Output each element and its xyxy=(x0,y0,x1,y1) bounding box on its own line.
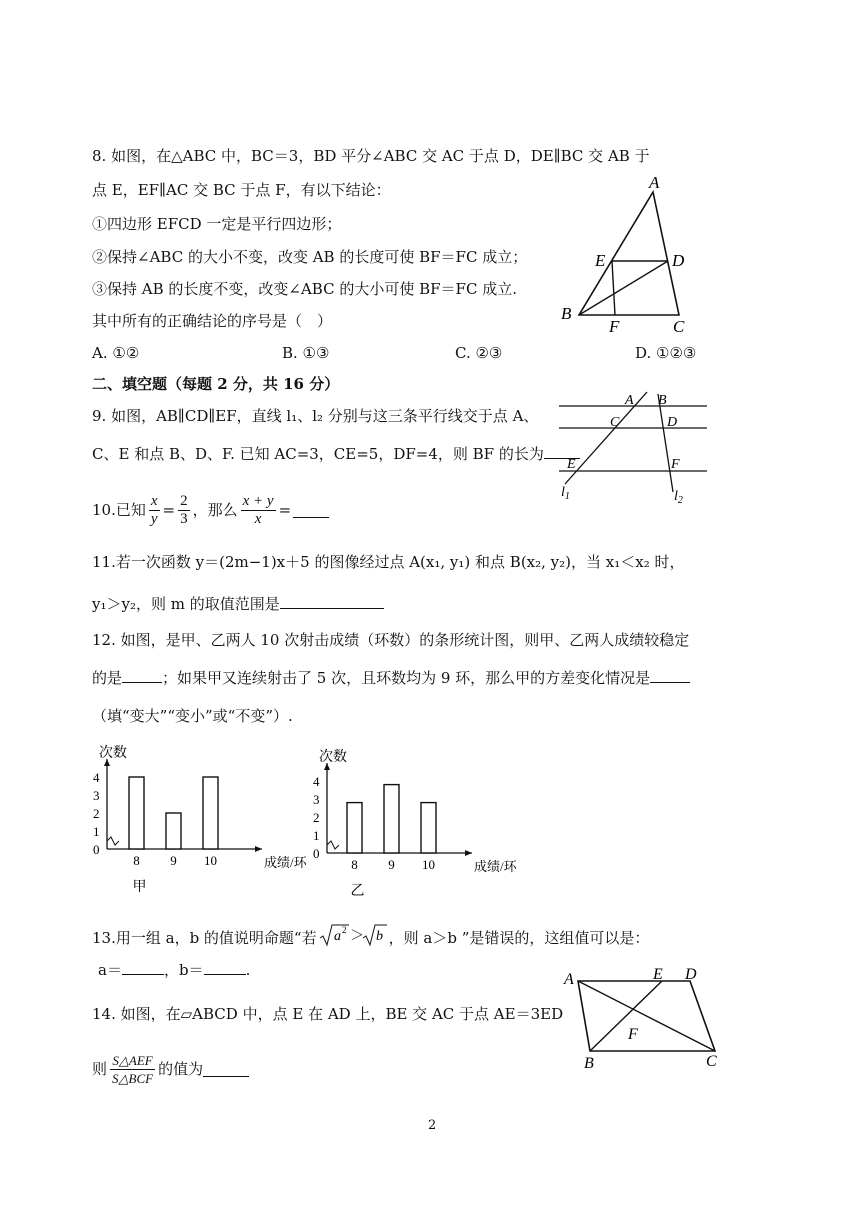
chart-0-y-tick-4: 4 xyxy=(93,770,100,785)
chart-1-x-tick-8: 8 xyxy=(351,857,358,872)
chart-1-x-tick-10: 10 xyxy=(422,857,435,872)
chart-1-y-tick-3: 3 xyxy=(313,792,320,807)
chart-0-y-tick-3: 3 xyxy=(93,788,100,803)
chart-yi xyxy=(300,742,530,902)
chart-1-x-arrow xyxy=(465,850,472,856)
chart-0-y-tick-0: 0 xyxy=(93,842,100,857)
chart-0-bar-8 xyxy=(129,777,144,849)
q8-label-d: D xyxy=(672,251,685,270)
q13-b-label: ，b＝ xyxy=(163,961,204,979)
chart-1-axis-break xyxy=(327,841,339,849)
q14-line1: 14. 如图，在▱ABCD 中，点 E 在 AD 上，BE 交 AC 于点 AE＝3ED xyxy=(92,1005,564,1023)
q13-gt: ＞ xyxy=(349,929,364,944)
q8-label-b: B xyxy=(561,304,572,323)
q8-statement-3: ③保持 AB 的长度不变，改变∠ABC 的大小可使 BF＝FC 成立. xyxy=(92,280,517,298)
q10-prefix: 10.已知 xyxy=(92,501,146,519)
q8-label-c: C xyxy=(673,317,685,336)
chart-0-axis-break xyxy=(107,837,119,845)
q9-label-b: B xyxy=(658,393,667,408)
q8-statement-1: ①四边形 EFCD 一定是平行四边形； xyxy=(92,215,342,233)
q10-num-xpy: x + y xyxy=(242,492,274,509)
q14-den: S△BCF xyxy=(112,1070,154,1086)
chart-0-x-tick-10: 10 xyxy=(204,853,217,868)
q10-num-x: x xyxy=(150,492,158,509)
q11-line1: 11.若一次函数 y＝(2m−1)x＋5 的图像经过点 A(x₁, y₁) 和点 B(x₂, y₂)，当 x₁＜x₂ 时， xyxy=(92,553,685,571)
q13-pre: 13.用一组 a，b 的值说明命题“若 xyxy=(92,929,317,947)
q11-answer-blank[interactable] xyxy=(280,594,384,609)
chart-0-x-arrow xyxy=(255,846,262,852)
chart-1-x-tick-9: 9 xyxy=(388,857,395,872)
q14-parallelogram-figure xyxy=(560,966,735,1076)
q10-num-2: 2 xyxy=(180,492,188,509)
q9-label-a: A xyxy=(625,393,634,408)
q14-post: 的值为 xyxy=(158,1060,204,1078)
q12-line2 xyxy=(92,668,690,688)
q10-line xyxy=(92,490,329,530)
q10-fraction-x-over-y xyxy=(149,493,160,528)
q10-answer-blank[interactable] xyxy=(293,503,329,518)
q9-label-f: F xyxy=(671,457,680,472)
q13-line1 xyxy=(92,922,649,948)
page-number: 2 xyxy=(428,1118,437,1133)
q11-text: y₁＞y₂，则 m 的取值范围是 xyxy=(92,595,280,613)
q9-parallel-lines-figure xyxy=(555,388,715,508)
chart-0-bar-9 xyxy=(166,813,181,849)
q8-triangle-figure xyxy=(555,170,705,340)
q8-option-c[interactable]: C. ②③ xyxy=(455,344,503,362)
q10-den-3: 3 xyxy=(180,510,188,527)
q9-text: C、E 和点 B、D、F. 已知 AC=3，CE=5，DF=4，则 BF 的长为 xyxy=(92,445,544,463)
q10-den-y: y xyxy=(150,510,158,527)
q13-line2 xyxy=(98,960,250,980)
chart-1-y-tick-2: 2 xyxy=(313,810,320,825)
chart-0-x-label: 成绩/环 xyxy=(264,855,307,870)
q13-period: . xyxy=(245,961,251,979)
section-title: 二、填空题（每题 2 分，共 16 分） xyxy=(92,375,340,393)
q8-label-f: F xyxy=(609,317,620,336)
q9-line2 xyxy=(92,444,580,464)
q14-label-f: F xyxy=(628,1026,638,1043)
q14-label-c: C xyxy=(706,1053,717,1070)
svg-text:2: 2 xyxy=(341,925,347,935)
chart-1-bar-8 xyxy=(347,803,362,853)
chart-1-y-tick-0: 0 xyxy=(313,846,320,861)
q9-label-l1: $l_1$ xyxy=(561,485,570,502)
q13-radicand-b: b xyxy=(375,929,383,944)
chart-1-y-label: 次数 xyxy=(319,750,347,765)
chart-0-y-tick-1: 1 xyxy=(93,824,100,839)
q13-answer-blank-b[interactable] xyxy=(204,960,246,975)
q12-line3: （填“变大”“变小”或“不变”）. xyxy=(92,707,293,725)
q13-radicand-a: a xyxy=(333,929,341,944)
q10-equals-2: = xyxy=(278,501,292,519)
q14-line2 xyxy=(92,1048,249,1090)
chart-1-bar-10 xyxy=(421,803,436,853)
q8-option-d[interactable]: D. ①②③ xyxy=(635,344,697,362)
q12-answer-blank-2[interactable] xyxy=(650,668,690,683)
q12-line1: 12. 如图，是甲、乙两人 10 次射击成绩（环数）的条形统计图，则甲、乙两人成绩较稳定 xyxy=(92,631,690,649)
q13-post: ，则 a＞b ”是错误的，这组值可以是： xyxy=(388,929,650,947)
q8-option-b[interactable]: B. ①③ xyxy=(282,344,330,362)
chart-1-x-label: 成绩/环 xyxy=(474,859,517,874)
q9-label-e: E xyxy=(567,457,576,472)
q14-label-e: E xyxy=(653,966,663,983)
chart-1-caption: 乙 xyxy=(350,884,365,899)
q10-mid: ，那么 xyxy=(192,501,238,519)
chart-0-x-tick-9: 9 xyxy=(170,853,177,868)
q14-label-a: A xyxy=(564,971,574,988)
q10-fraction-xy-over-x xyxy=(241,493,276,528)
q12-text-b: ；如果甲又连续射击了 5 次，且环数均为 9 环，那么甲的方差变化情况是 xyxy=(162,669,651,687)
q13-sqrt-expression xyxy=(319,922,387,948)
q14-label-d: D xyxy=(685,966,697,983)
q11-line2 xyxy=(92,594,384,614)
q13-a-label: a＝ xyxy=(98,961,122,979)
q14-area-ratio xyxy=(110,1052,155,1087)
q9-label-c: C xyxy=(610,415,620,430)
q9-label-l2: $l_2$ xyxy=(674,489,683,506)
q14-ze: 则 xyxy=(92,1060,108,1078)
q12-answer-blank-1[interactable] xyxy=(122,668,162,683)
q10-den-x: x xyxy=(254,510,262,527)
chart-1-bar-9 xyxy=(384,785,399,853)
q9-line1: 9. 如图，AB∥CD∥EF，直线 l₁、l₂ 分别与这三条平行线交于点 A、 xyxy=(92,407,539,425)
q8-statement-2: ②保持∠ABC 的大小不变，改变 AB 的长度可使 BF＝FC 成立； xyxy=(92,248,528,266)
chart-0-x-tick-8: 8 xyxy=(133,853,140,868)
q10-equals: = xyxy=(162,501,176,519)
chart-0-y-tick-2: 2 xyxy=(93,806,100,821)
q8-option-a[interactable]: A. ①② xyxy=(92,344,140,362)
q9-label-d: D xyxy=(667,415,678,430)
chart-0-y-label: 次数 xyxy=(99,746,127,761)
chart-0-caption: 甲 xyxy=(132,880,147,895)
q8-label-a: A xyxy=(649,173,660,192)
q8-line2: 点 E，EF∥AC 交 BC 于点 F，有以下结论： xyxy=(92,181,391,199)
chart-0-bar-10 xyxy=(203,777,218,849)
q14-num: S△AEF xyxy=(112,1052,153,1068)
q12-text-a: 的是 xyxy=(92,669,123,687)
q14-label-b: B xyxy=(584,1055,594,1072)
chart-1-y-tick-4: 4 xyxy=(313,774,320,789)
q8-label-e: E xyxy=(595,251,606,270)
q8-line1: 8. 如图，在△ABC 中，BC＝3，BD 平分∠ABC 交 AC 于点 D，DE∥BC 交 AB 于 xyxy=(92,147,650,165)
chart-jia xyxy=(80,732,310,902)
q10-fraction-2-3 xyxy=(178,493,190,528)
chart-1-y-tick-1: 1 xyxy=(313,828,320,843)
q13-answer-blank-a[interactable] xyxy=(122,960,164,975)
q14-answer-blank[interactable] xyxy=(203,1062,249,1077)
q8-question: 其中所有的正确结论的序号是（ ） xyxy=(92,312,333,330)
